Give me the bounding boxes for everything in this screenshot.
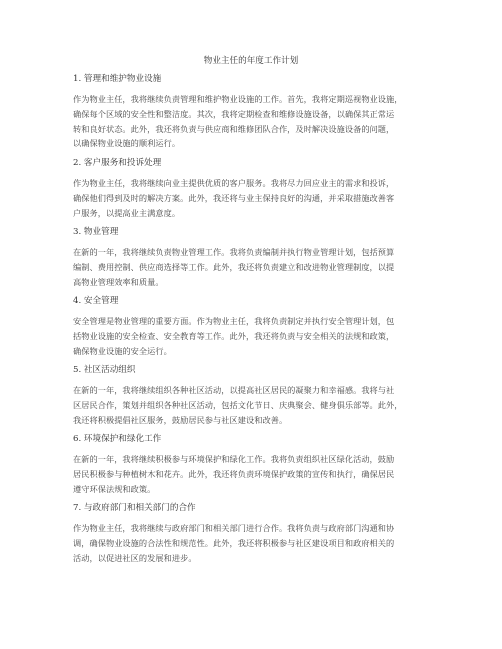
paragraph-line: 高物业管理效率和质量。: [73, 276, 164, 287]
paragraph-line: 转和良好状态。此外，我还将负责与供应商和维修团队合作，及时解决设施设备的问题，: [73, 123, 395, 134]
paragraph-line: 在新的一年，我将继续积极参与环境保护和绿化工作。我将负责组织社区绿化活动，鼓励: [73, 454, 395, 464]
paragraph-line: 区居民合作，策划并组织各种社区活动，包括文化节日、庆典聚会、健身俱乐部等。此外，: [73, 399, 403, 410]
paragraph-line: 居民积极参与种植树木和花卉。此外，我还将负责环境保护政策的宣传和执行，确保居民: [73, 468, 395, 479]
section-4: [73, 295, 443, 358]
section-heading: 4. 安全管理: [73, 296, 119, 306]
paragraph-line: 遵守环保法规和政策。: [73, 483, 156, 494]
section-paragraph: [73, 521, 443, 565]
paragraph-line: 编制、费用控制、供应商选择等工作。此外，我还将负责建立和改进物业管理制度，以提: [73, 261, 395, 272]
section-paragraph: [73, 176, 443, 220]
paragraph-line: 安全管理是物业管理的重要方面。作为物业主任，我将负责制定并执行安全管理计划，包: [73, 316, 395, 326]
section-paragraph: [73, 452, 443, 496]
paragraph-line: 我还将积极提倡社区服务，鼓励居民参与社区建设和改善。: [73, 414, 288, 425]
section-paragraph: [73, 245, 443, 289]
section-1: [73, 73, 443, 151]
paragraph-line: 作为物业主任，我将继续与政府部门和相关部门进行合作。我将负责与政府部门沟通和协: [73, 523, 395, 533]
paragraph-line: 作为物业主任，我将继续向业主提供优质的客户服务。我将尽力回应业主的需求和投诉，: [73, 178, 395, 188]
paragraph-line: 括物业设施的安全检查、安全教育等工作。此外，我还将负责与安全相关的法规和政策，: [73, 330, 395, 341]
section-heading: 5. 社区活动组织: [73, 365, 136, 375]
paragraph-line: 确保他们得到及时的解决方案。此外，我还将与业主保持良好的沟通，并采取措施改善客: [73, 192, 395, 203]
paragraph-line: 确保每个区域的安全性和整洁度。其次，我将定期检查和维修设施设备，以确保其正常运: [73, 108, 395, 119]
section-heading: 3. 物业管理: [73, 227, 119, 237]
section-paragraph: [73, 92, 443, 151]
section-3: [73, 226, 443, 289]
section-2: [73, 157, 443, 220]
section-heading: 2. 客户服务和投诉处理: [73, 158, 162, 168]
paragraph-line: 在新的一年，我将继续组织各种社区活动，以提高社区居民的凝聚力和幸福感。我将与社: [73, 385, 395, 395]
section-5: [73, 364, 443, 427]
paragraph-line: 以确保物业设施的顺利运行。: [73, 138, 181, 149]
paragraph-line: 确保物业设施的安全运行。: [73, 345, 172, 356]
paragraph-line: 作为物业主任，我将继续负责管理和维护物业设施的工作。首先，我将定期巡视物业设施，: [73, 94, 403, 104]
section-paragraph: [73, 314, 443, 358]
section-paragraph: [73, 383, 443, 427]
section-7: [73, 502, 443, 565]
section-heading: 1. 管理和维护物业设施: [73, 74, 162, 84]
section-heading: 6. 环境保护和绿化工作: [73, 434, 162, 444]
paragraph-line: 活动，以促进社区的发展和进步。: [73, 552, 197, 563]
paragraph-line: 调，确保物业设施的合法性和规范性。此外，我还将积极参与社区建设项目和政府相关的: [73, 537, 395, 548]
section-6: [73, 433, 443, 496]
paragraph-line: 在新的一年，我将继续负责物业管理工作。我将负责编制并执行物业管理计划，包括预算: [73, 247, 395, 257]
document-title: 物业主任的年度工作计划: [203, 56, 299, 66]
paragraph-line: 户服务，以提高业主满意度。: [73, 207, 181, 218]
section-heading: 7. 与政府部门和相关部门的合作: [73, 503, 196, 513]
